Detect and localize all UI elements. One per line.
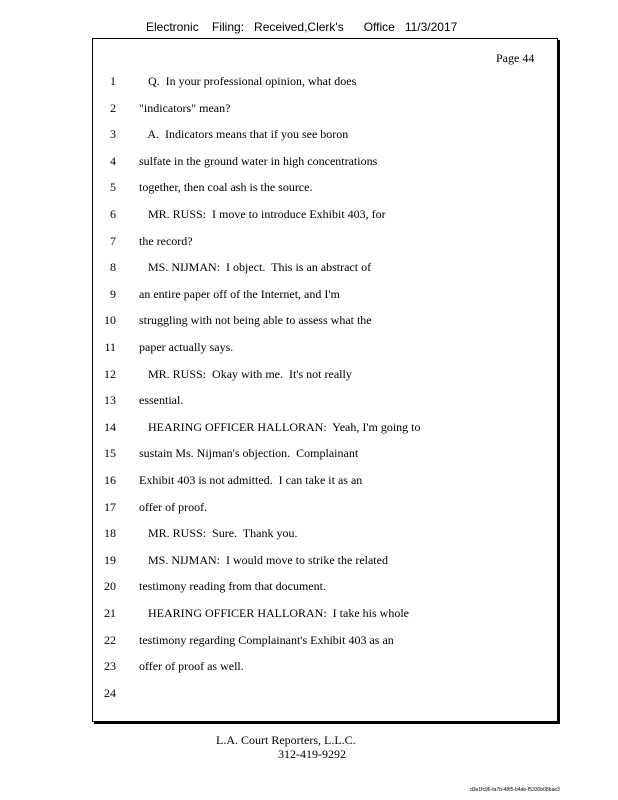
line-number: 1 xyxy=(110,74,116,88)
line-number: 16 xyxy=(104,473,116,487)
line-text: an entire paper off of the Internet, and I'm xyxy=(139,287,340,301)
line-text: Q. In your professional opinion, what does xyxy=(139,74,357,88)
line-text: struggling with not being able to assess what the xyxy=(139,313,372,327)
line-text: offer of proof as well. xyxy=(139,659,244,673)
reporter-company: L.A. Court Reporters, L.L.C. xyxy=(216,733,356,747)
line-text: MR. RUSS: Okay with me. It's not really xyxy=(139,367,352,381)
line-number: 15 xyxy=(104,446,116,460)
line-text: sulfate in the ground water in high concentrations xyxy=(139,154,378,168)
line-number: 4 xyxy=(110,154,116,168)
line-text: HEARING OFFICER HALLORAN: Yeah, I'm going to xyxy=(139,420,421,434)
line-number: 23 xyxy=(104,659,116,673)
line-text: MR. RUSS: I move to introduce Exhibit 403, for xyxy=(139,207,386,221)
line-text: essential. xyxy=(139,393,184,407)
line-number: 2 xyxy=(110,101,116,115)
line-text: paper actually says. xyxy=(139,340,234,354)
line-number: 13 xyxy=(104,393,116,407)
line-number: 7 xyxy=(110,234,116,248)
line-text: testimony regarding Complainant's Exhibit 403 as an xyxy=(139,633,394,647)
line-number: 3 xyxy=(110,127,116,141)
line-text: sustain Ms. Nijman's objection. Complainant xyxy=(139,446,359,460)
line-text: the record? xyxy=(139,234,193,248)
line-text: Exhibit 403 is not admitted. I can take it as an xyxy=(139,473,363,487)
line-number: 5 xyxy=(110,180,116,194)
page-number: Page 44 xyxy=(496,51,535,65)
line-number: 11 xyxy=(104,340,116,354)
line-text: together, then coal ash is the source. xyxy=(139,180,313,194)
line-number: 6 xyxy=(110,207,116,221)
line-number: 17 xyxy=(104,500,116,514)
line-text: MS. NIJMAN: I object. This is an abstract of xyxy=(139,260,372,274)
line-number: 18 xyxy=(104,526,116,540)
line-number: 9 xyxy=(110,287,116,301)
line-number: 21 xyxy=(104,606,116,620)
line-text: offer of proof. xyxy=(139,500,208,514)
line-number: 22 xyxy=(104,633,116,647)
line-number: 10 xyxy=(104,313,116,327)
line-text: HEARING OFFICER HALLORAN: I take his whole xyxy=(139,606,409,620)
line-text: A. Indicators means that if you see boron xyxy=(139,127,349,141)
line-number: 24 xyxy=(104,686,116,700)
line-text: MS. NIJMAN: I would move to strike the related xyxy=(139,553,388,567)
line-text: "indicators" mean? xyxy=(139,101,231,115)
line-number: 8 xyxy=(110,260,116,274)
filing-stamp: Electronic Filing: Received,Clerk's Office 11/3/2017 xyxy=(146,20,458,34)
line-number: 14 xyxy=(104,420,116,434)
reporter-phone: 312-419-9292 xyxy=(278,747,346,761)
line-text: MR. RUSS: Sure. Thank you. xyxy=(139,526,298,540)
line-number: 20 xyxy=(104,579,116,593)
line-number: 19 xyxy=(104,553,116,567)
line-number: 12 xyxy=(104,367,116,381)
document-id: d3e1fc96-fa7b-48f5-b4de-f5330b08bae3 xyxy=(470,787,560,793)
line-text: testimony reading from that document. xyxy=(139,579,326,593)
